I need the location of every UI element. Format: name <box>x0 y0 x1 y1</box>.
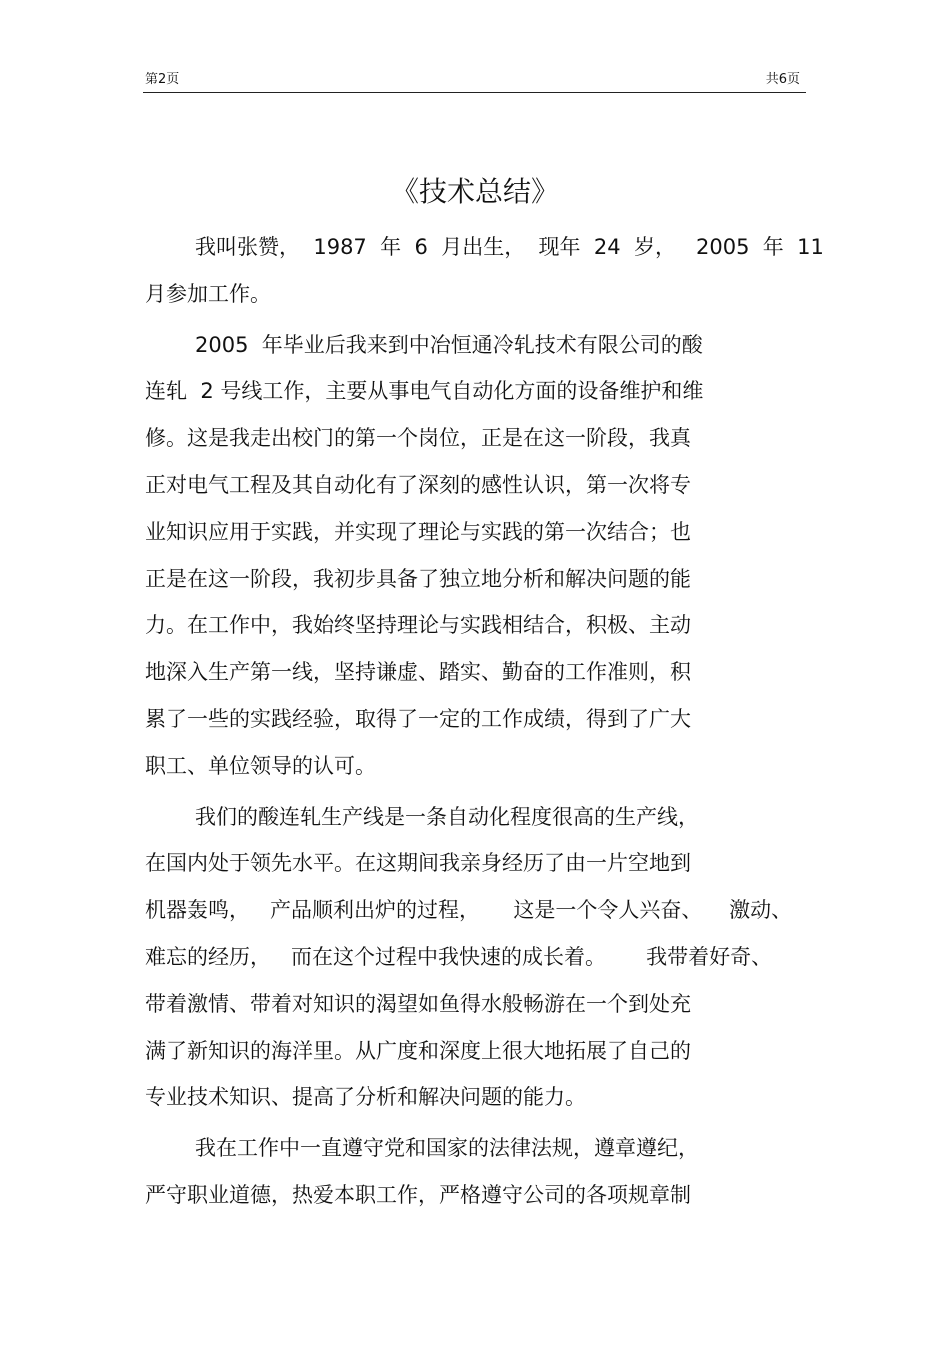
paragraph-line: 机器轰鸣， 产品顺利出炉的过程， 这是一个令人兴奋、 激动、 <box>145 898 793 923</box>
document-title: 《技术总结》 <box>390 175 559 208</box>
paragraph-line: 职工、单位领导的认可。 <box>145 753 376 778</box>
document-body <box>145 227 824 1222</box>
paragraph-line: 我叫张赞， 1987 年 6 月出生， 现年 24 岁， 2005 年 11 <box>195 235 824 259</box>
paragraph-line: 正是在这一阶段，我初步具备了独立地分析和解决问题的能 <box>145 566 691 591</box>
paragraph-line: 正对电气工程及其自动化有了深刻的感性认识，第一次将专 <box>145 472 691 497</box>
page-header <box>143 66 806 93</box>
paragraph-line: 月参加工作。 <box>145 281 271 306</box>
paragraph-line: 专业技术知识、提高了分析和解决问题的能力。 <box>145 1085 586 1110</box>
paragraph-line: 难忘的经历， 而在这个过程中我快速的成长着。 我带着好奇、 <box>145 944 773 969</box>
paragraph-line: 我们的酸连轧生产线是一条自动化程度很高的生产线， <box>195 804 699 829</box>
paragraph-line: 满了新知识的海洋里。从广度和深度上很大地拓展了自己的 <box>145 1038 691 1063</box>
paragraph-line: 连轧 2 号线工作，主要从事电气自动化方面的设备维护和维 <box>145 379 704 404</box>
page-number: 第2页 <box>145 72 180 87</box>
paragraph-line: 累了一些的实践经验，取得了一定的工作成绩，得到了广大 <box>145 706 691 731</box>
paragraph-line: 带着激情、带着对知识的渴望如鱼得水般畅游在一个到处充 <box>145 991 691 1016</box>
total-pages: 共6页 <box>765 72 800 87</box>
paragraph-line: 在国内处于领先水平。在这期间我亲身经历了由一片空地到 <box>145 851 691 876</box>
paragraph-line: 地深入生产第一线，坚持谦虚、踏实、勤奋的工作准则，积 <box>145 660 691 685</box>
paragraph-line: 2005 年毕业后我来到中冶恒通冷轧技术有限公司的酸 <box>195 332 703 357</box>
paragraph-line: 业知识应用于实践，并实现了理论与实践的第一次结合；也 <box>145 519 691 544</box>
paragraph-line: 修。这是我走出校门的第一个岗位，正是在这一阶段，我真 <box>145 426 691 451</box>
paragraph-line: 我在工作中一直遵守党和国家的法律法规，遵章遵纪， <box>195 1136 699 1161</box>
paragraph-line: 严守职业道德，热爱本职工作，严格遵守公司的各项规章制 <box>145 1182 691 1207</box>
paragraph-line: 力。在工作中，我始终坚持理论与实践相结合，积极、主动 <box>145 613 691 638</box>
